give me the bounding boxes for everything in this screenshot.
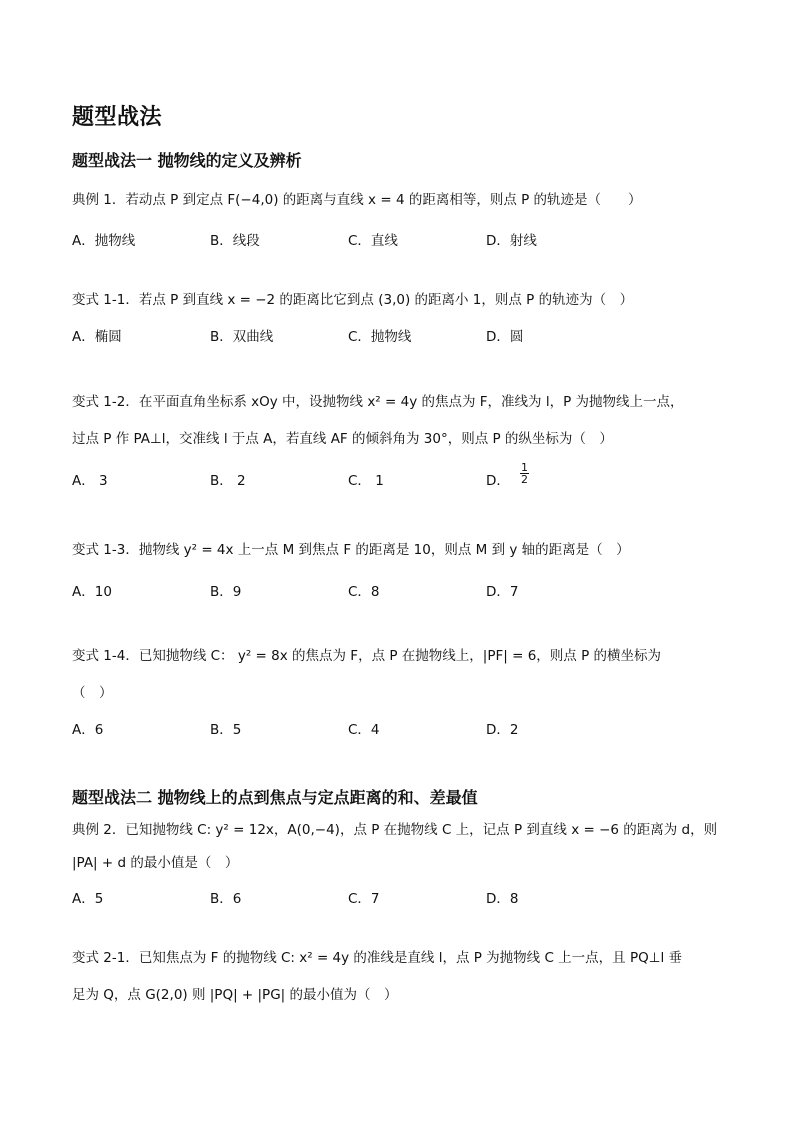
problem-text: 变式 1-3．抛物线 y² = 4x 上一点 M 到焦点 F 的距离是 10，则点 M 到 y 轴的距离是（ ） (72, 542, 630, 558)
problem-text-line-2: （ ） (72, 685, 113, 701)
option-c: C．直线 (348, 233, 398, 249)
problem-text: 变式 2-1．已知焦点为 F 的抛物线 C: x² = 4y 的准线是直线 l，点 P 为抛物线 C 上一点，且 PQ⊥l 垂 (72, 950, 683, 966)
option-d: D．2 (486, 722, 519, 738)
option-a: A．抛物线 (72, 233, 136, 249)
option-a: A． 3 (72, 473, 108, 489)
option-d: D．8 (486, 891, 519, 907)
problem-text: 变式 1-1．若点 P 到直线 x = −2 的距离比它到点 (3,0) 的距离小 1，则点 P 的轨迹为（ ） (72, 292, 634, 308)
problem-text-line-2: |PA| + d 的最小值是（ ） (72, 855, 239, 871)
option-d: D． (486, 473, 510, 489)
option-b: B．5 (210, 722, 242, 738)
problem-text-line-2: 足为 Q，点 G(2,0) 则 |PQ| + |PG| 的最小值为（ ） (72, 987, 398, 1003)
page-title: 题型战法 (72, 105, 163, 130)
problem-text: 典例 2．已知抛物线 C: y² = 12x，A(0,−4)，点 P 在抛物线 C 上，记点 P 到直线 x = −6 的距离为 d，则 (72, 822, 718, 838)
problem-text-line-2: 过点 P 作 PA⊥l，交准线 l 于点 A，若直线 AF 的倾斜角为 30°，则点 P 的纵坐标为（ ） (72, 431, 613, 447)
option-b: B．9 (210, 584, 242, 600)
section-heading-1: 题型战法一 抛物线的定义及辨析 (72, 151, 302, 170)
problem-text: 变式 1-2．在平面直角坐标系 xOy 中，设抛物线 x² = 4y 的焦点为 F，准线为 l，P 为抛物线上一点， (72, 394, 684, 410)
problem-text: 典例 1．若动点 P 到定点 F(−4,0) 的距离与直线 x = 4 的距离相等，则点 P 的轨迹是（ ） (72, 192, 642, 208)
option-c: C． 1 (348, 473, 384, 489)
option-d-fraction (520, 462, 529, 485)
option-b: B． 2 (210, 473, 246, 489)
option-a: A．6 (72, 722, 104, 738)
option-d: D．射线 (486, 233, 537, 249)
option-b: B．6 (210, 891, 242, 907)
option-c: C．抛物线 (348, 329, 412, 345)
option-b: B．双曲线 (210, 329, 274, 345)
option-b: B．线段 (210, 233, 260, 249)
section-heading-2: 题型战法二 抛物线上的点到焦点与定点距离的和、差最值 (72, 788, 478, 807)
fraction-denominator: 2 (521, 473, 528, 486)
option-a: A．5 (72, 891, 104, 907)
option-a: A．10 (72, 584, 112, 600)
option-c: C．8 (348, 584, 380, 600)
fraction-numerator: 1 (521, 461, 528, 474)
option-c: C．4 (348, 722, 380, 738)
option-c: C．7 (348, 891, 380, 907)
problem-text: 变式 1-4．已知抛物线 C： y² = 8x 的焦点为 F，点 P 在抛物线上，|PF| = 6，则点 P 的横坐标为 (72, 648, 662, 664)
option-d: D．7 (486, 584, 519, 600)
option-d: D．圆 (486, 329, 524, 345)
option-a: A．椭圆 (72, 329, 122, 345)
